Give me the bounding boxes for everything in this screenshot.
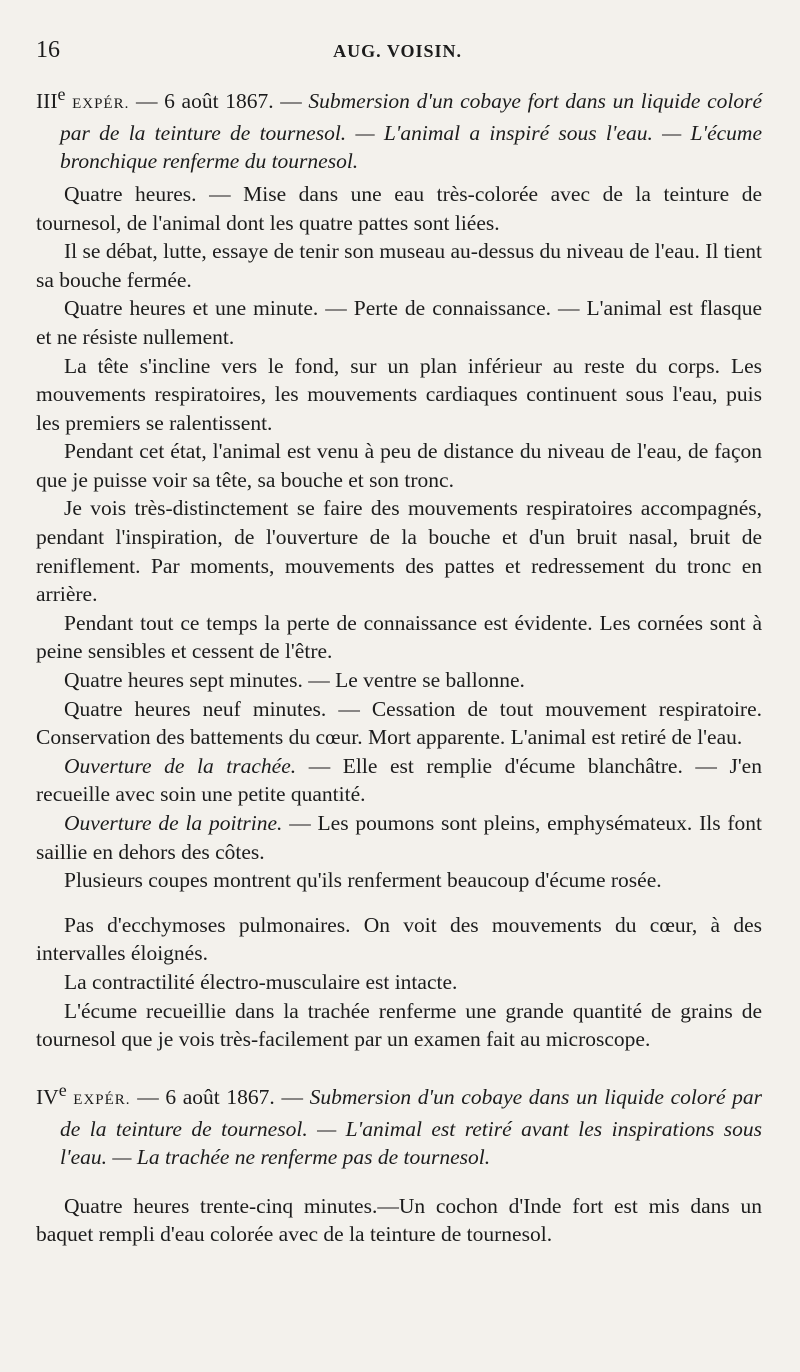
experiment-title: Submersion d'un cobaye dans un liquide coloré par de la teinture de tournesol. — L'animal est retiré avant les inspirations sous l'eau. — La trachée ne renferme pas de tournesol. <box>60 1084 763 1170</box>
paragraph: Quatre heures. — Mise dans une eau très-colorée avec de la teinture de tournesol, de l'animal dont les quatre pattes sont liées. <box>36 181 762 235</box>
spacer <box>36 895 762 911</box>
paragraph: Plusieurs coupes montrent qu'ils renferment beaucoup d'écume rosée. <box>64 868 662 893</box>
paragraph-chest <box>36 809 762 866</box>
experiment-number: IV <box>36 1084 59 1109</box>
experiment-date: — 6 août 1867. — <box>136 89 302 114</box>
spacer <box>36 1054 762 1076</box>
paragraph: L'écume recueillie dans la trachée renferme une grande quantité de grains de tournesol que je vois très-facilement par un examen fait au microscope. <box>36 998 762 1052</box>
spacer <box>36 1176 762 1192</box>
paragraph: La contractilité électro-musculaire est intacte. <box>64 969 458 994</box>
paragraph: Je vois très-distinctement se faire des mouvements respiratoires accompagnés, pendant l'inspiration, de l'ouverture de la bouche et d'un bruit nasal, bruit de reniflement. Par moments, mouvements des pattes et redressement du tronc en arrière. <box>36 496 762 607</box>
paragraph: Pas d'ecchymoses pulmonaires. On voit des mouvements du cœur, à des intervalles éloignés. <box>36 912 762 966</box>
chest-text: — Les poumons sont pleins, emphysémateux. Ils font saillie en dehors des côtes. <box>36 811 762 864</box>
paragraph-final: Quatre heures trente-cinq minutes.—Un cochon d'Inde fort est mis dans un baquet rempli d'eau colorée avec de la teinture de tournesol. <box>36 1193 762 1247</box>
experiment-number-sup: e <box>58 1079 67 1100</box>
experiment-date: — 6 août 1867. — <box>137 1084 303 1109</box>
paragraph: Quatre heures neuf minutes. — Cessation de tout mouvement respiratoire. Conservation des battements du cœur. Mort apparente. L'animal est retiré de l'eau. <box>36 696 762 750</box>
experiment-number: III <box>36 89 58 114</box>
paragraph-trachea <box>36 752 762 809</box>
paragraph: La tête s'incline vers le fond, sur un plan inférieur au reste du corps. Les mouvements respiratoires, les mouvements cardiaques continuent sous l'eau, puis les premiers se ralentissent. <box>36 353 762 435</box>
trachea-text: — Elle est remplie d'écume blanchâtre. — J'en recueille avec soin une petite quantité. <box>36 753 762 807</box>
experiment-number-sup: e <box>57 84 66 104</box>
running-head: AUG. VOISIN. <box>333 41 462 61</box>
experiment-title: Submersion d'un cobaye fort dans un liquide coloré par de la teinture de tournesol. — L'animal a inspiré sous l'eau. — L'écume bronchique renferme du tournesol. <box>60 89 763 174</box>
paragraph: Il se débat, lutte, essaye de tenir son museau au-dessus du niveau de l'eau. Il tient sa bouche fermée. <box>36 239 762 292</box>
chest-label: Ouverture de la poitrine. <box>64 811 283 835</box>
experiment-label: EXPÉR. <box>72 96 130 113</box>
experiment-3-heading <box>36 80 762 176</box>
paragraph: Pendant tout ce temps la perte de connaissance est évidente. Les cornées sont à peine sensibles et cessent de l'être. <box>36 610 762 664</box>
paragraph: Quatre heures et une minute. — Perte de connaissance. — L'animal est flasque et ne résiste nullement. <box>36 296 762 349</box>
page-header <box>36 36 762 70</box>
paragraph: Pendant cet état, l'animal est venu à peu de distance du niveau de l'eau, de façon que je puisse voir sa tête, sa bouche et son tronc. <box>36 439 762 492</box>
experiment-4-heading <box>36 1076 762 1172</box>
trachea-label: Ouverture de la trachée. <box>64 753 297 778</box>
page-number: 16 <box>36 37 60 63</box>
experiment-label: EXPÉR. <box>73 1091 131 1108</box>
paragraph: Quatre heures sept minutes. — Le ventre se ballonne. <box>64 668 525 693</box>
